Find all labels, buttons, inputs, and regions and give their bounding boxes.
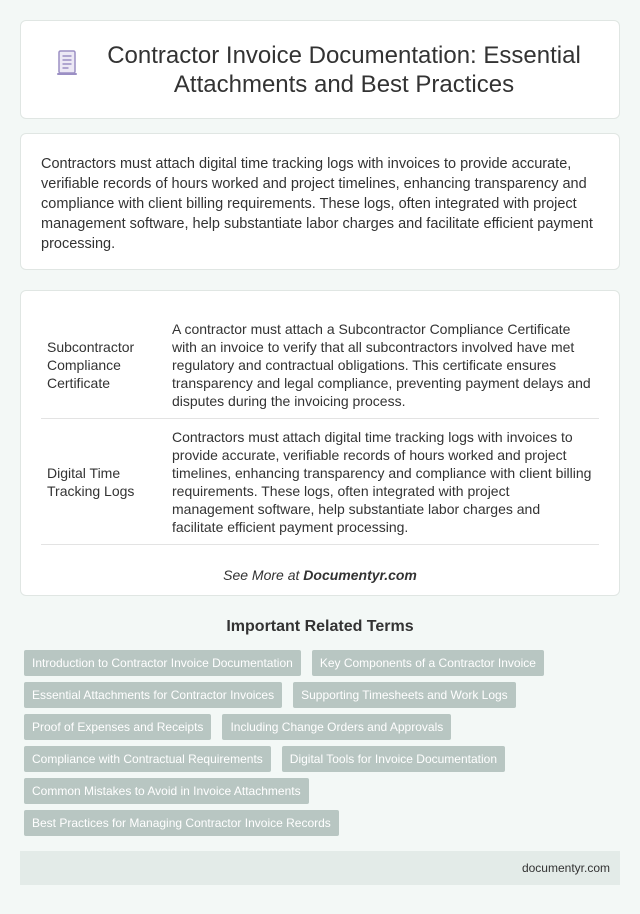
related-term-tag[interactable]: Including Change Orders and Approvals: [222, 714, 451, 740]
related-term-tag[interactable]: Digital Tools for Invoice Documentation: [282, 746, 505, 772]
related-terms-list: [20, 650, 620, 842]
related-term-tag[interactable]: Essential Attachments for Contractor Invoices: [24, 682, 282, 708]
description-cell: Contractors must attach digital time tracking logs with invoices to provide accurate, verifiable records of hours worked and project timelines, enhancing transparency and compliance with client billing requirements. These logs, often integrated with project management software, help substantiate labor charges and facilitate efficient payment processing.: [166, 419, 599, 545]
term-cell: Digital Time Tracking Logs: [41, 419, 166, 545]
related-term-tag[interactable]: Best Practices for Managing Contractor Invoice Records: [24, 810, 339, 836]
related-term-tag[interactable]: Supporting Timesheets and Work Logs: [293, 682, 516, 708]
related-term-tag[interactable]: Introduction to Contractor Invoice Documentation: [24, 650, 301, 676]
table-row: [41, 419, 599, 545]
footer-link[interactable]: documentyr.com: [521, 861, 610, 875]
title-wrap: [56, 41, 584, 99]
see-more: [41, 567, 599, 583]
related-term-tag[interactable]: Key Components of a Contractor Invoice: [312, 650, 544, 676]
document-icon: [56, 50, 78, 81]
terms-table-card: [20, 290, 620, 596]
intro-paragraph: Contractors must attach digital time tracking logs with invoices to provide accurate, verifiable records of hours worked and project timelines, enhancing transparency and compliance with client billing requirements. These logs, often integrated with project management software, help substantiate labor charges and facilitate efficient payment processing.: [41, 156, 593, 252]
footer: [20, 851, 620, 885]
page-title: Contractor Invoice Documentation: Essential Attachments and Best Practices: [107, 41, 581, 98]
table-row: [41, 311, 599, 419]
terms-table: [41, 311, 599, 545]
term-cell: Subcontractor Compliance Certificate: [41, 311, 166, 419]
description-cell: A contractor must attach a Subcontractor Compliance Certificate with an invoice to verify that all subcontractors involved have met regulatory and contractual obligations. This certificate ensures transparency and legal compliance, preventing payment delays and disputes during the invoicing process.: [166, 311, 599, 419]
related-terms-title: Important Related Terms: [226, 618, 414, 635]
see-more-prefix: See More at: [223, 567, 304, 583]
see-more-link[interactable]: Documentyr.com: [303, 567, 417, 583]
related-term-tag[interactable]: Compliance with Contractual Requirements: [24, 746, 271, 772]
intro-card: [20, 133, 620, 270]
related-term-tag[interactable]: Common Mistakes to Avoid in Invoice Attachments: [24, 778, 309, 804]
related-term-tag[interactable]: Proof of Expenses and Receipts: [24, 714, 211, 740]
title-card: [20, 20, 620, 119]
